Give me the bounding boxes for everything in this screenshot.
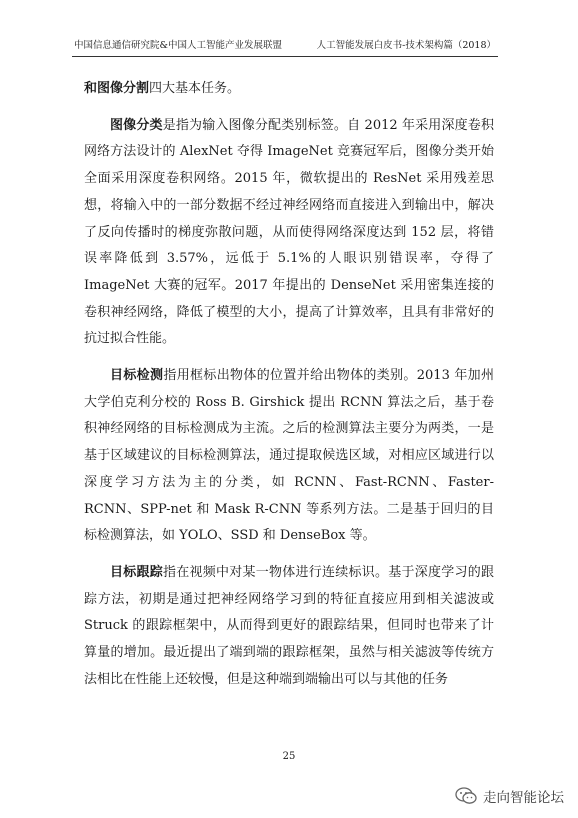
page-number: 25 — [282, 751, 296, 762]
lead-text: 四大基本任务。 — [149, 81, 241, 96]
term-object-tracking: 目标跟踪 — [110, 564, 163, 580]
source-badge — [455, 784, 564, 808]
text-object-tracking: 指在视频中对某一物体进行连续标识。基于深度学习的跟踪方法，初期是通过把神经网络学习到的特征直接应用到相关滤波或 Struck 的跟踪框架中，从而得到更好的跟踪结果，但同时也带来了计算量的增加。最近提出了端到端的跟踪框架，虽然与相关滤波等传统方法相比在性能上还较慢，但是这种端到端输出可以与其他的任务 — [84, 564, 494, 687]
running-header — [72, 36, 498, 57]
paragraph-object-detection — [84, 363, 494, 550]
wechat-icon — [455, 787, 477, 805]
badge-text: 走向智能论坛 — [483, 790, 564, 806]
text-image-classification: 是指为输入图像分配类别标签。自 2012 年采用深度卷积网络方法设计的 AlexNet 夺得 ImageNet 竞赛冠军后，图像分类开始全面采用深度卷积网络。2015 年，微软提出的 ResNet 采用残差思想，将输入中的一部分数据不经过神经网络而直接进入到输出中，解决了反向传播时的梯度弥散问题，从而使得网络深度达到 152 层，将错误率降低到 3.57%，远低于 5.1%的人眼识别错误率，夺得了 ImageNet 大赛的冠军。2017 年提出的 DenseNet 采用密集连接的卷积神经网络，降低了模型的大小，提高了计算效率，且具有非常好的抗过拟合性能。 — [84, 117, 494, 347]
text-object-detection: 指用框标出物体的位置并给出物体的类别。2013 年加州大学伯克利分校的 Ross B. Girshick 提出 RCNN 算法之后，基于卷积神经网络的目标检测成为主流。之后的检测算法主要分为两类，一是基于区域建议的目标检测算法，通过提取候选区域，对相应区域进行以深度学习方法为主的分类，如 RCNN、Fast-RCNN、Faster-RCNN、SPP-net 和 Mask R-CNN 等系列方法。二是基于回归的目标检测算法，如 YOLO、SSD 和 DenseBox 等。 — [84, 368, 494, 544]
header-left: 中国信息通信研究院&中国人工智能产业发展联盟 — [74, 40, 282, 51]
term-object-detection: 目标检测 — [110, 368, 164, 384]
lead-term: 和图像分割 — [84, 81, 150, 96]
lead-line — [84, 76, 494, 103]
paragraph-object-tracking — [84, 560, 494, 694]
header-right: 人工智能发展白皮书-技术架构篇（2018） — [316, 40, 496, 51]
term-image-classification: 图像分类 — [110, 117, 163, 133]
paragraph-image-classification — [84, 113, 494, 353]
document-body — [84, 76, 494, 693]
